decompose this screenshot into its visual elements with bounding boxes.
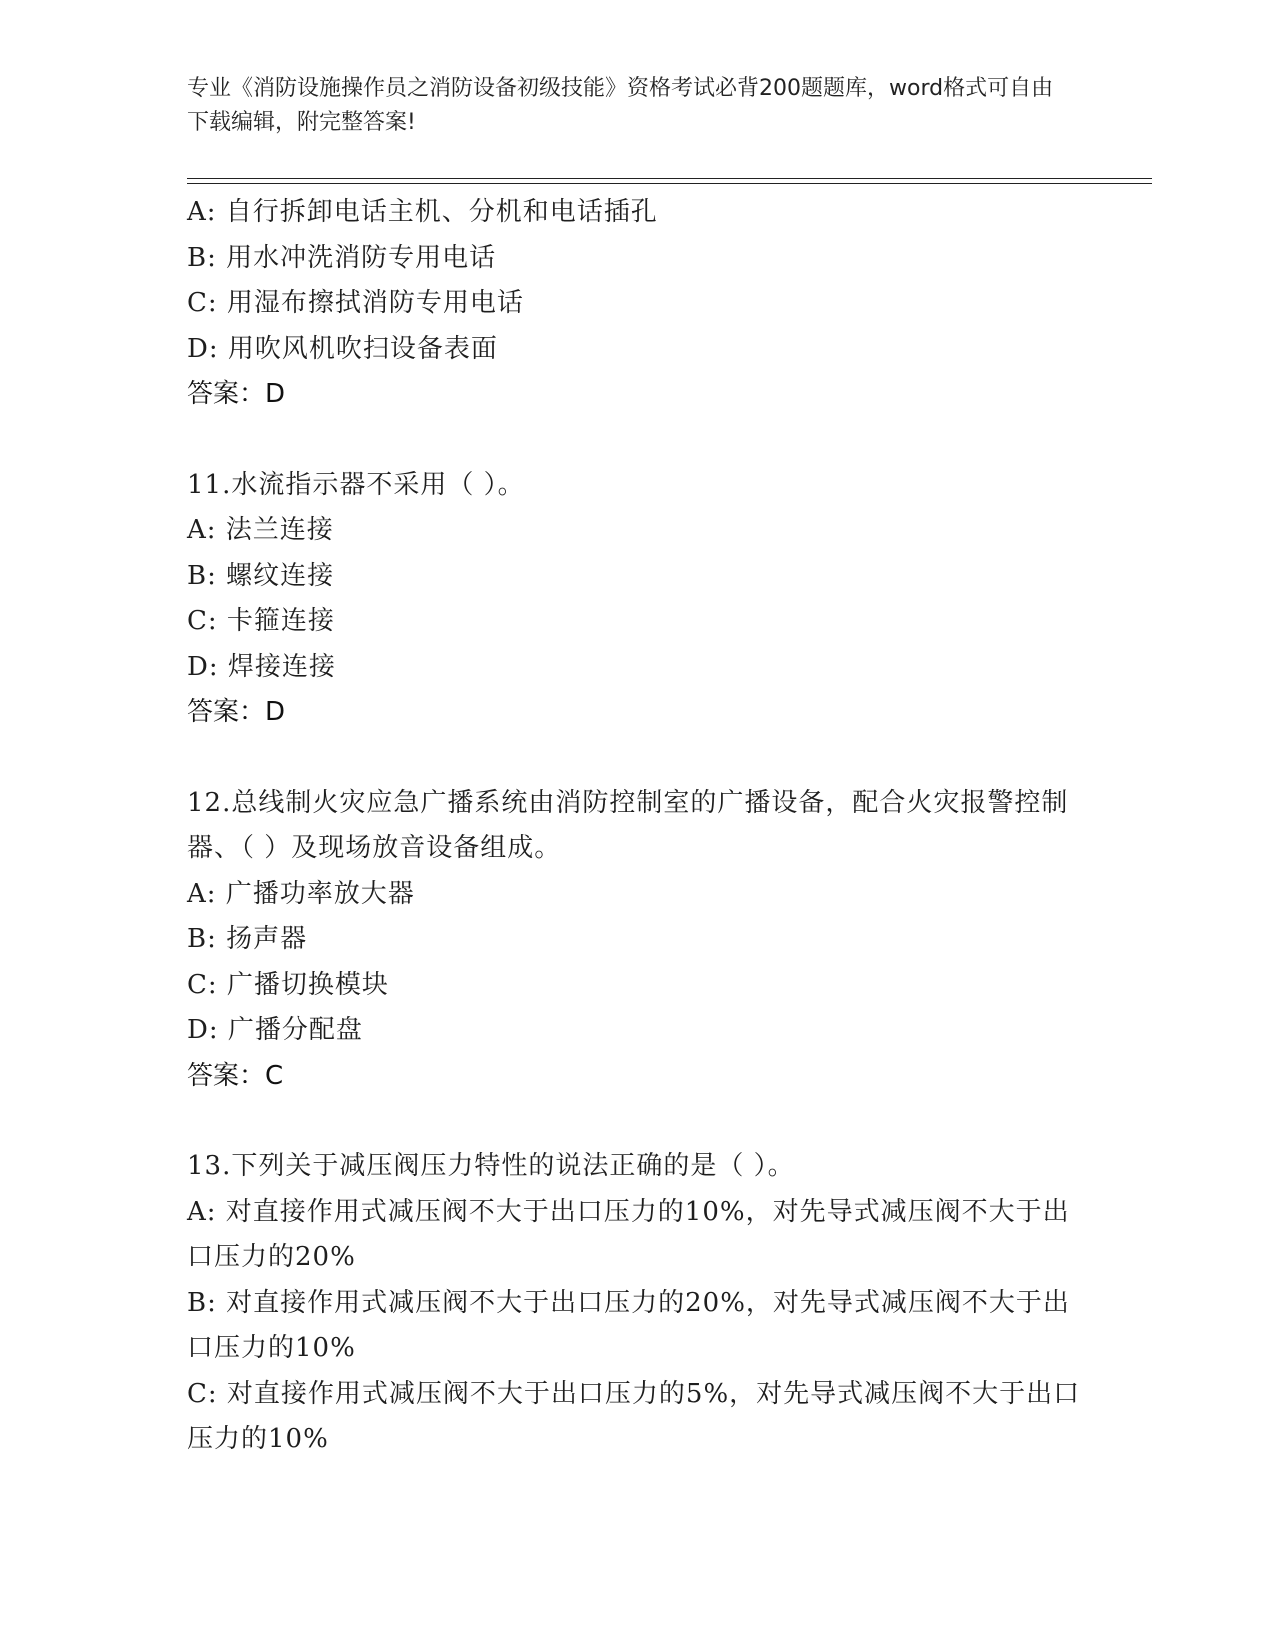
question-block-10 (187, 190, 1087, 418)
header-divider-top (187, 178, 1152, 179)
option-a: A: 对直接作用式减压阀不大于出口压力的10%，对先导式减压阀不大于出口压力的20% (187, 1196, 1070, 1272)
option-b: B: 用水冲洗消防专用电话 (187, 242, 497, 273)
option-d: D: 广播分配盘 (187, 1015, 363, 1045)
answer-line: 答案：D (187, 379, 286, 409)
option-b: B: 扬声器 (187, 924, 308, 954)
option-c: C: 用湿布擦拭消防专用电话 (187, 288, 524, 318)
answer-line: 答案：C (187, 1060, 284, 1091)
question-list (187, 190, 1087, 1463)
option-a: A: 广播功率放大器 (187, 878, 415, 909)
option-d: D: 焊接连接 (187, 651, 336, 682)
question-block-12 (187, 781, 1087, 1100)
question-block-13 (187, 1144, 1087, 1463)
header-divider-bottom (187, 183, 1152, 184)
question-spacer (187, 418, 1087, 463)
question-spacer (187, 736, 1087, 781)
option-c: C: 广播切换模块 (187, 969, 389, 1000)
option-a: A: 自行拆卸电话主机、分机和电话插孔 (187, 197, 658, 227)
option-b: B: 螺纹连接 (187, 560, 335, 591)
question-spacer (187, 1099, 1087, 1144)
option-c: C: 对直接作用式减压阀不大于出口压力的5%，对先导式减压阀不大于出口压力的10% (187, 1378, 1081, 1454)
answer-line: 答案：D (187, 697, 286, 727)
option-d: D: 用吹风机吹扫设备表面 (187, 333, 498, 364)
question-text: 13.下列关于减压阀压力特性的说法正确的是（ ）。 (187, 1151, 795, 1181)
option-c: C: 卡箍连接 (187, 606, 335, 636)
option-a: A: 法兰连接 (187, 515, 334, 545)
option-b: B: 对直接作用式减压阀不大于出口压力的20%，对先导式减压阀不大于出口压力的10% (187, 1287, 1070, 1363)
document-header: 专业《消防设施操作员之消防设备初级技能》资格考试必背200题题库，word格式可自由下载编辑，附完整答案! (187, 76, 1054, 135)
question-text: 12.总线制火灾应急广播系统由消防控制室的广播设备，配合火灾报警控制器、（ ）及现场放音设备组成。 (187, 787, 1069, 863)
question-text: 11.水流指示器不采用（ ）。 (187, 469, 525, 500)
question-block-11 (187, 463, 1087, 736)
